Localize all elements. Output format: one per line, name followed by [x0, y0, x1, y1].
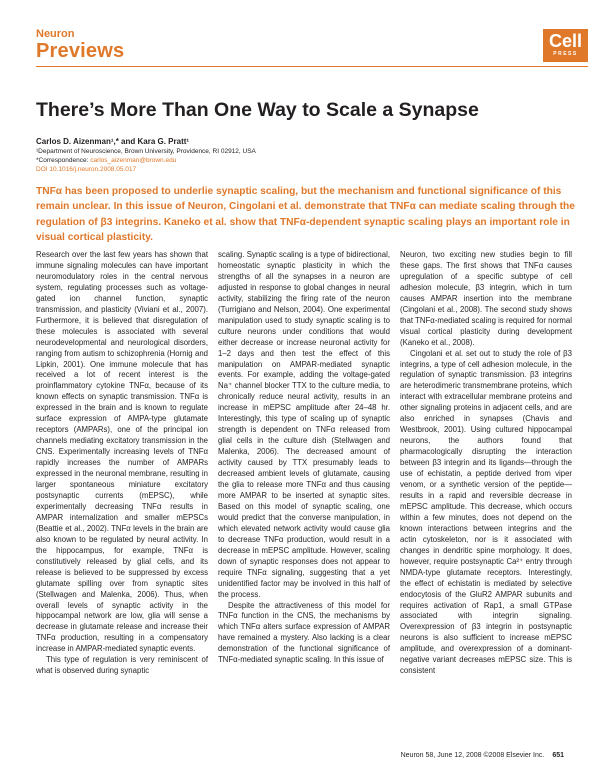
doi-link[interactable]: DOI 10.1016/j.neuron.2008.05.017 [36, 166, 137, 173]
page-number: 651 [552, 752, 564, 759]
correspondence [36, 157, 176, 164]
body-column-1 [36, 250, 208, 677]
body-column-2 [218, 250, 390, 666]
body-paragraph: Cingolani et al. set out to study the role of β3 integrins, a type of cell adhesion molecule, in the regulation of synaptic transmission. β3 integrins are heterodimeric transmembrane proteins, which interact with extracellular membrane proteins and other signaling proteins in adjacent cells, and are also enriched in synapses (Chavis and Westbrook, 2001). Using cultured hippocampal neurons, the authors found that pharmacologically disrupting the interaction between β3 integrin and its ligands—through the use of echistatin, a peptide derived from viper venom, or a synthetic version of the peptide—results in a rapid and reversible decrease in mEPSC amplitude. This decrease, which occurs within a few minutes, does not depend on the known interactions between integrins and the actin cytoskeleton, nor is it associated with changes in dendritic spine morphology. It does, however, require postsynaptic Ca²⁺ entry through NMDA-type glutamate receptors. Interestingly, the effect of echistatin is mediated by selective endocytosis of the GluR2 AMPAR subunits and requires activation of Rap1, a small GTPase associated with integrin signaling. Overexpression of β3 integrin in postsynaptic neurons is also sufficient to increase mEPSC amplitude, and overexpression of a dominant-negative variant decreases mEPSC size. This is consistent [400, 348, 572, 676]
correspondence-label: *Correspondence: [36, 157, 91, 164]
body-paragraph: Neuron, two exciting new studies begin to fill these gaps. The first shows that TNFα causes upregulation of a specific subtype of cell adhesion molecule, β3 integrin, which in turn causes AMPAR insertion into the membrane (Cingolani et al., 2008). The second study shows that TNFα-mediated scaling is required for normal visual cortical plasticity during development (Kaneko et al., 2008). [400, 250, 572, 347]
footer-citation: Neuron 58, June 12, 2008 ©2008 Elsevier Inc. [400, 752, 545, 759]
correspondence-email[interactable]: carlos_aizenman@brown.edu [90, 157, 177, 164]
logo-subtext: PRESS [553, 51, 578, 57]
cell-press-logo [543, 29, 588, 62]
author-affiliation: ¹Department of Neuroscience, Brown University, Providence, RI 02912, USA [36, 148, 256, 155]
article-authors: Carlos D. Aizenman¹,* and Kara G. Pratt¹ [36, 137, 190, 146]
body-column-3 [400, 250, 572, 677]
body-paragraph: This type of regulation is very reminiscent of what is observed during synaptic [36, 655, 208, 676]
section-title: Previews [36, 40, 125, 62]
header-divider [36, 66, 588, 67]
logo-text: Cell [548, 31, 582, 51]
article-title: There’s More Than One Way to Scale a Synapse [36, 99, 479, 121]
page-footer [401, 752, 564, 759]
body-paragraph: scaling. Synaptic scaling is a type of bidirectional, homeostatic synaptic plasticity in which the strengths of all the synapses in a neuron are adjusted in response to global changes in neural activity, stabilizing the firing rate of the neuron (Turrigiano and Nelson, 2004). One experimental manipulation used to study synaptic scaling is to culture neurons under conditions that would either decrease or increase neuronal activity for 1–2 days and then test the effect of this manipulation on AMPAR-mediated synaptic events. For example, adding the voltage-gated Na⁺ channel blocker TTX to the culture media, to chronically reduce neural activity, results in an increase in mEPSC amplitude after 24–48 hr. Interestingly, this type of scaling up of synaptic strength is dependent on TNFα released from glial cells in the culture dish (Stellwagen and Malenka, 2006). The decreased amount of activity caused by TTX presumably leads to decreased ambient levels of glutamate, causing the glia to release more TNFα and thus causing more AMPAR to be inserted at synaptic sites. Based on this model of synaptic scaling, one would predict that the converse manipulation, in which elevated network activity would cause glia to decrease TNFα production, would result in a decrease in mEPSC amplitude. However, scaling down of synaptic responses does not appear to require TNFα signaling, suggesting that a yet unidentified factor may be involved in this half of the process. [218, 250, 390, 599]
body-paragraph: Despite the attractiveness of this model for TNFα function in the CNS, the mechanisms by which TNFα alters surface expression of AMPAR have remained a mystery. Also lacking is a clear demonstration of the functional significance of TNFα-mediated synaptic scaling. In this issue of [218, 600, 390, 665]
article-abstract: TNFα has been proposed to underlie synaptic scaling, but the mechanism and functional significance of this remain unclear. In this issue of Neuron, Cingolani et al. demonstrate that TNFα can mediate scaling through the regulation of β3 integrins. Kaneko et al. show that TNFα-dependent synaptic scaling plays an important role in visual cortical plasticity. [36, 186, 575, 243]
journal-name: Neuron [36, 28, 75, 40]
body-paragraph: Research over the last few years has shown that immune signaling molecules can have important neuromodulatory roles in the central nervous system, regulating processes such as voltage-gated ion channel function, synaptic transmission, and plasticity (Viviani et al., 2007). Furthermore, it is believed that disregulation of these molecules is associated with several neurodevelopmental and neurological disorders, ranging from autism to schizophrenia (Hornig and Lipkin, 2001). One immune molecule that has received a lot of recent interest is the proinflammatory cytokine TNFα, because of its known effects on synaptic transmission. TNFα is expressed in the brain and is known to regulate surface expression of AMPA-type glutamate receptors (AMPARs), one of the principal ion channels mediating excitatory transmission in the CNS. Experimentally increasing levels of TNFα rapidly increases the number of AMPARs expressed in the neuronal membrane, resulting in larger spontaneous miniature excitatory postsynaptic currents (mEPSC), while experimentally decreasing TNFα results in AMPAR internalization and smaller mEPSCs (Beattie et al., 2002). TNFα levels in the brain are also known to be regulated by neural activity. In the hippocampus, for example, TNFα is constitutively released by glial cells, and its release is believed to be suppressed by excess glutamate spilling over from synaptic sites (Stellwagen and Malenka, 2006). Thus, when overall levels of synaptic activity in the hippocampal network are low, glia will sense a decrease in glutamate release and increase their TNFα production, resulting in a compensatory increase in AMPAR-mediated synaptic events. [36, 250, 208, 654]
